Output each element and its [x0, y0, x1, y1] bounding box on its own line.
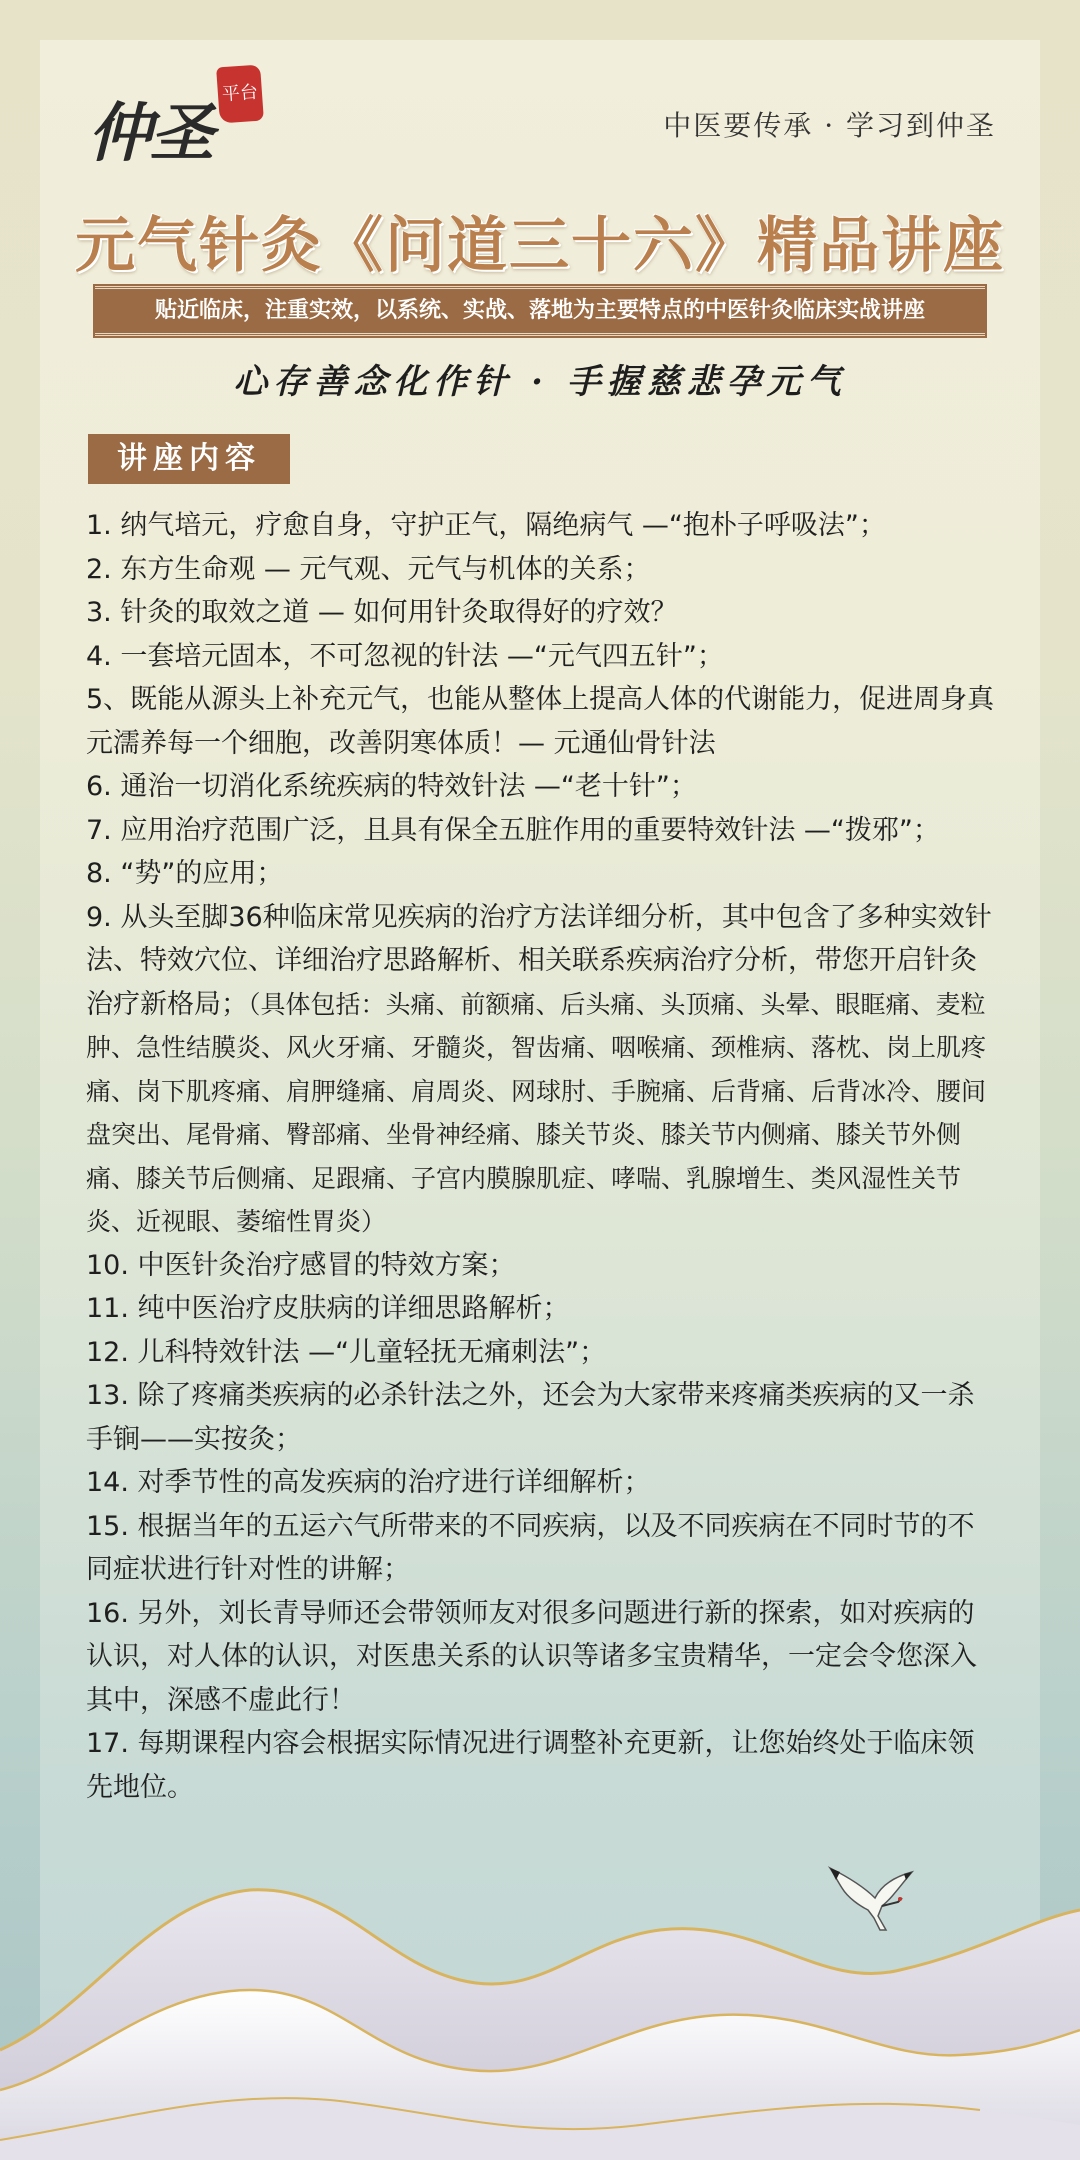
- motto-line: 心存善念化作针 · 手握慈悲孕元气: [233, 362, 847, 402]
- page-title: 元气针灸《问道三十六》精品讲座: [75, 211, 1005, 281]
- list-item: 6. 通治一切消化系统疾病的特效针法 —“老十针”；: [86, 771, 697, 802]
- lecture-content-list: [86, 504, 1000, 1809]
- list-item: 13. 除了疼痛类疾病的必杀针法之外，还会为大家带来疼痛类疾病的又一杀手锏——实按灸；: [86, 1380, 975, 1455]
- list-item: 8. “势”的应用；: [86, 858, 284, 889]
- header-slogan: 中医要传承 · 学习到仲圣: [663, 109, 996, 142]
- subtitle-banner: 贴近临床，注重实效，以系统、实战、落地为主要特点的中医针灸临床实战讲座: [95, 286, 985, 336]
- list-item: 14. 对季节性的高发疾病的治疗进行详细解析；: [86, 1467, 651, 1498]
- list-item: 3. 针灸的取效之道 — 如何用针灸取得好的疗效？: [86, 597, 678, 628]
- brand-logo: [88, 82, 212, 172]
- list-item: 2. 东方生命观 — 元气观、元气与机体的关系；: [86, 553, 651, 585]
- red-seal-stamp: 平台: [216, 65, 264, 124]
- disease-list: （具体包括：头痛、前额痛、后头痛、头顶痛、头晕、眼眶痛、麦粒肿、急性结膜炎、风火牙痛、牙髓炎，智齿痛、咽喉痛、颈椎病、落枕、岗上肌疼痛、岗下肌疼痛、肩胛缝痛、肩周炎、网球肘、手腕痛、后背痛、后背冰冷、腰间盘突出、尾骨痛、臀部痛、坐骨神经痛、膝关节炎、膝关节内侧痛、膝关节外侧痛、膝关节后侧痛、足跟痛、子宫内膜腺肌症、哮喘、乳腺增生、类风湿性关节炎、近视眼、萎缩性胃炎）: [86, 989, 987, 1236]
- list-item: [86, 896, 1000, 1244]
- list-item: 12. 儿科特效针法 —“儿童轻抚无痛刺法”；: [86, 1336, 607, 1368]
- section-heading: 讲座内容: [88, 434, 290, 484]
- mountain-landscape: [0, 1840, 1080, 2160]
- list-item: 11. 纯中医治疗皮肤病的详细思路解析；: [86, 1293, 570, 1324]
- list-item: 17. 每期课程内容会根据实际情况进行调整补充更新，让您始终处于临床领先地位。: [86, 1728, 975, 1803]
- list-item: 10. 中医针灸治疗感冒的特效方案；: [86, 1249, 516, 1281]
- list-item: 5、既能从源头上补充元气，也能从整体上提高人体的代谢能力，促进周身真元濡养每一个细胞，改善阴寒体质！— 元通仙骨针法: [86, 684, 995, 759]
- list-item: 16. 另外，刘长青导师还会带领师友对很多问题进行新的探索，如对疾病的认识，对人体的认识，对医患关系的认识等诸多宝贵精华，一定会令您深入其中，深感不虚此行！: [86, 1597, 977, 1716]
- logo-text: 仲圣: [88, 96, 212, 171]
- list-item-main: 9. 从头至脚36种临床常见疾病的治疗方法详细分析，其中包含了多种实效针法、特效穴位、详细治疗思路解析、相关联系疾病治疗分析，带您开启针灸治疗新格局；: [86, 901, 992, 1020]
- list-item: 15. 根据当年的五运六气所带来的不同疾病，以及不同疾病在不同时节的不同症状进行针对性的讲解；: [86, 1510, 975, 1585]
- list-item: 1. 纳气培元，疗愈自身，守护正气，隔绝病气 —“抱朴子呼吸法”；: [86, 510, 886, 541]
- list-item: 4. 一套培元固本，不可忽视的针法 —“元气四五针”；: [86, 640, 724, 672]
- list-item: 7. 应用治疗范围广泛，且具有保全五脏作用的重要特效针法 —“拨邪”；: [86, 814, 940, 846]
